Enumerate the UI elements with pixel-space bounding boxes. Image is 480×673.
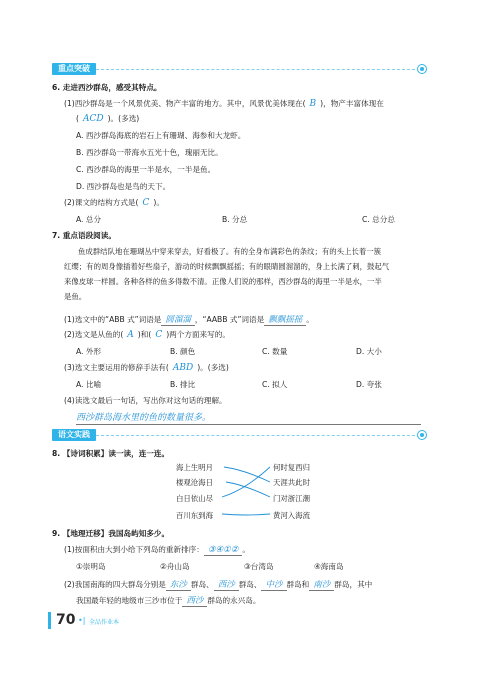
question-7-title: 7. 重点语段阅读。 xyxy=(52,231,116,240)
answer: 南沙 xyxy=(309,580,334,591)
passage-line: 鱼成群结队地在珊瑚丛中穿来穿去，好看极了。有的全身布满彩色的条纹；有的头上长着一簇 xyxy=(78,247,382,256)
match-right-item: 黄河入海流 xyxy=(273,511,310,520)
text: )。(多选) xyxy=(107,114,140,123)
option: B. 西沙群岛一带海水五光十色，瑰丽无比。 xyxy=(76,148,223,157)
answer: 西沙 xyxy=(214,580,239,591)
question-8-title: 8. 【诗词积累】读一读，连一连。 xyxy=(52,449,170,458)
answer: ③④①② xyxy=(204,545,242,556)
match-left-item: 楼观沧海日 xyxy=(176,478,213,487)
match-line xyxy=(224,467,270,482)
book-label: 全品作业本 xyxy=(89,619,120,626)
option: A. 西沙群岛海底的岩石上有珊瑚、海参和大龙虾。 xyxy=(76,131,246,140)
text: )和( xyxy=(137,330,152,339)
text: 。 xyxy=(242,545,250,554)
text: (1)选文中的“ABB 式”词语是 xyxy=(64,315,162,324)
answer: 东沙 xyxy=(166,580,191,591)
island-option: ③台湾岛 xyxy=(244,562,274,571)
option: D. 西沙群岛也是鸟的天下。 xyxy=(76,182,171,191)
page-number: 70 xyxy=(56,612,76,628)
match-right-item: 门对浙江潮 xyxy=(273,494,310,503)
option: D. 大小 xyxy=(356,347,382,356)
page-separator-icon: •| xyxy=(78,616,86,625)
text: )，物产丰富体现在 xyxy=(320,99,384,108)
question-9-title: 9. 【地理迁移】我国岛屿知多少。 xyxy=(52,529,170,538)
island-option: ②舟山岛 xyxy=(160,562,190,571)
answer: 圆溜溜 xyxy=(161,315,195,326)
match-right-item: 何时复西归 xyxy=(273,463,310,472)
option: C. 数量 xyxy=(262,347,288,356)
text: )两个方面来写的。 xyxy=(166,330,230,339)
answer: A xyxy=(127,330,134,340)
match-right-item: 天涯共此时 xyxy=(273,478,310,487)
answer: ABD xyxy=(172,363,194,373)
answer: 西沙群岛海水里的鱼的数量很多。 xyxy=(76,413,212,423)
text: ( xyxy=(76,114,79,123)
question-9-part2-line2 xyxy=(76,594,260,606)
text: 群岛、 xyxy=(190,580,214,589)
text: ，“AABB 式”词语是 xyxy=(194,315,265,324)
text: (3)选文主要运用的修辞手法有( xyxy=(64,363,169,372)
match-line xyxy=(222,514,270,515)
island-option: ①崇明岛 xyxy=(76,562,106,571)
page-marker xyxy=(48,612,51,629)
text: 群岛和 xyxy=(286,580,310,589)
question-6-title: 6. 走进西沙群岛，感受其特点。 xyxy=(52,83,162,92)
answer: C xyxy=(155,330,163,340)
option: B. 分总 xyxy=(222,215,248,224)
text: (2)我国南海的四大群岛分别是 xyxy=(64,580,166,589)
text: 群岛，其中 xyxy=(334,580,373,589)
text: 我国最年轻的地级市三沙市位于 xyxy=(76,596,183,605)
answer: 飘飘摇摇 xyxy=(264,315,306,326)
option: B. 颜色 xyxy=(170,347,196,356)
section-title: 重点突破 xyxy=(52,63,96,75)
option: B. 排比 xyxy=(170,380,196,389)
match-left-item: 百川东到海 xyxy=(176,511,213,520)
match-left-item: 白日依山尽 xyxy=(176,494,213,503)
text: (2)课文的结构方式是( xyxy=(64,198,139,207)
answer: 中沙 xyxy=(261,580,286,591)
option: A. 总分 xyxy=(76,215,102,224)
question-7-part4: (4)读选文最后一句话，写出你对这句话的理解。 xyxy=(64,396,227,405)
answer: 西沙 xyxy=(182,596,207,607)
island-option: ④海南岛 xyxy=(314,562,344,571)
text: (1)西沙群岛是一个风景优美、物产丰富的地方。其中，风景优美体现在( xyxy=(64,99,306,108)
match-left-item: 海上生明月 xyxy=(176,463,213,472)
answer: C xyxy=(142,198,150,208)
question-9-part1 xyxy=(64,544,250,555)
passage-line: 来像皮球一样圆。各种各样的鱼多得数不清。正像人们说的那样，西沙群岛的海里一半是水，一半 xyxy=(64,277,382,286)
option: C. 西沙群岛的海里一半是水，一半是鱼。 xyxy=(76,165,216,174)
option: A. 外形 xyxy=(76,347,102,356)
question-9-part2 xyxy=(64,578,372,590)
option: A. 比喻 xyxy=(76,380,102,389)
text: )。(多选) xyxy=(197,363,229,372)
text: )。 xyxy=(153,198,164,207)
passage-line: 是鱼。 xyxy=(64,292,87,301)
section-title: 语文实践 xyxy=(52,429,96,441)
option: C. 拟人 xyxy=(262,380,288,389)
option: C. 总分总 xyxy=(362,215,395,224)
text: (2)选文是从鱼的( xyxy=(64,330,124,339)
text: (1)按面积由大到小给下列岛的重新排序： xyxy=(64,545,204,554)
text: 群岛的永兴岛。 xyxy=(207,596,261,605)
option: D. 夸张 xyxy=(356,380,382,389)
text: 。 xyxy=(306,315,314,324)
answer: B xyxy=(309,99,317,109)
text: 群岛、 xyxy=(238,580,262,589)
answer: ACD xyxy=(82,114,104,124)
match-line xyxy=(222,467,270,497)
passage-line: 红缨；有的周身像插着好些扇子，游动的时候飘飘摇摇；有的眼睛圆溜溜的，身上长满了刺，鼓起气 xyxy=(64,262,390,271)
